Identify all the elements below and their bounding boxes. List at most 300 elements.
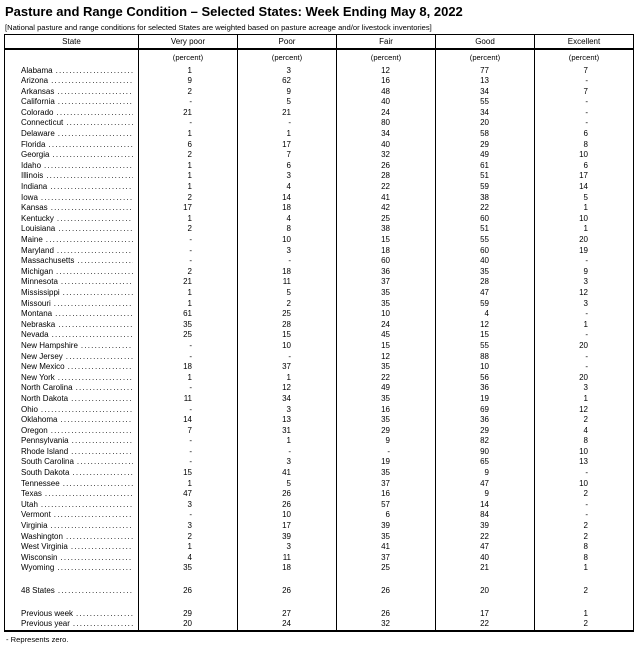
table-row (5, 457, 634, 468)
value-cell: 35 (139, 563, 238, 574)
dot-leader (56, 108, 133, 119)
state-cell (5, 140, 139, 151)
value-cell: - (139, 352, 238, 363)
value-cell: 9 (436, 489, 535, 500)
state-label: New Jersey (21, 351, 63, 361)
value-cell: 36 (436, 383, 535, 394)
dot-leader (77, 457, 133, 468)
state-label: Alabama (21, 65, 53, 75)
value-cell: 19 (337, 457, 436, 468)
dot-leader (51, 426, 133, 437)
value-cell: - (139, 436, 238, 447)
table-row (5, 542, 634, 553)
value-cell: - (238, 118, 337, 129)
value-cell: 22 (436, 619, 535, 631)
value-cell: - (238, 447, 337, 458)
value-cell: - (139, 341, 238, 352)
state-label: Maryland (21, 245, 54, 255)
value-cell: 36 (337, 267, 436, 278)
value-cell: - (238, 256, 337, 267)
state-cell (5, 457, 139, 468)
state-cell (5, 489, 139, 500)
table-row (5, 246, 634, 257)
value-cell: 1 (535, 203, 634, 214)
state-cell (5, 309, 139, 320)
value-cell: 2 (139, 193, 238, 204)
value-cell: 26 (238, 489, 337, 500)
table-row (5, 373, 634, 384)
dot-leader (58, 97, 133, 108)
dot-leader (81, 341, 133, 352)
value-cell: 3 (238, 66, 337, 77)
value-cell: 12 (238, 383, 337, 394)
value-cell: 12 (436, 320, 535, 331)
value-cell: 59 (436, 299, 535, 310)
value-cell: 21 (139, 277, 238, 288)
unit-header: (percent) (337, 49, 436, 66)
table-row (5, 383, 634, 394)
value-cell: 4 (238, 214, 337, 225)
table-row (5, 362, 634, 373)
value-cell: 8 (535, 542, 634, 553)
value-cell: 11 (139, 394, 238, 405)
state-label: Kentucky (21, 213, 54, 223)
value-cell: 25 (139, 330, 238, 341)
spacer-row (5, 597, 634, 609)
column-header-row (5, 35, 634, 49)
value-cell: 29 (139, 609, 238, 620)
dot-leader (66, 352, 133, 363)
table-row (5, 203, 634, 214)
value-cell: 1 (238, 373, 337, 384)
table-row (5, 140, 634, 151)
value-cell: 10 (535, 447, 634, 458)
value-cell: 1 (139, 288, 238, 299)
value-cell: 3 (238, 457, 337, 468)
dot-leader (58, 373, 133, 384)
table-row (5, 500, 634, 511)
dot-leader (58, 224, 133, 235)
state-label: Florida (21, 139, 46, 149)
spacer-cell (535, 597, 634, 609)
dot-leader (48, 140, 133, 151)
spacer-cell (139, 574, 238, 586)
value-cell: 28 (238, 320, 337, 331)
value-cell: 8 (535, 436, 634, 447)
state-cell (5, 256, 139, 267)
state-cell (5, 609, 139, 620)
state-label: Arkansas (21, 86, 55, 96)
state-label: Wyoming (21, 563, 55, 573)
column-header-state: State (5, 35, 139, 49)
value-cell: 40 (436, 553, 535, 564)
table-row (5, 224, 634, 235)
value-cell: 6 (337, 510, 436, 521)
value-cell: 22 (337, 373, 436, 384)
value-cell: - (139, 246, 238, 257)
spacer-cell (238, 597, 337, 609)
value-cell: 55 (436, 97, 535, 108)
state-cell (5, 66, 139, 77)
state-label: Wisconsin (21, 552, 58, 562)
table-row (5, 341, 634, 352)
value-cell: 29 (337, 426, 436, 437)
state-label: Louisiana (21, 224, 56, 234)
dot-leader (55, 309, 133, 320)
unit-header: (percent) (139, 49, 238, 66)
state-cell (5, 542, 139, 553)
state-label: Pennsylvania (21, 436, 69, 446)
value-cell: 61 (139, 309, 238, 320)
table-row (5, 97, 634, 108)
state-cell (5, 288, 139, 299)
state-cell (5, 87, 139, 98)
value-cell: 17 (139, 203, 238, 214)
column-header-excellent: Excellent (535, 35, 634, 49)
state-cell (5, 563, 139, 574)
value-cell: - (535, 500, 634, 511)
table-row (5, 66, 634, 77)
value-cell: 10 (238, 341, 337, 352)
value-cell: 18 (337, 246, 436, 257)
state-cell (5, 246, 139, 257)
table-row (5, 87, 634, 98)
value-cell: 40 (337, 140, 436, 151)
state-cell (5, 97, 139, 108)
value-cell: 40 (436, 256, 535, 267)
table-row (5, 532, 634, 543)
state-label: California (21, 97, 55, 107)
value-cell: 12 (337, 352, 436, 363)
state-label: Maine (21, 235, 43, 244)
value-cell: - (238, 352, 337, 363)
value-cell: 18 (238, 267, 337, 278)
value-cell: 55 (436, 341, 535, 352)
state-label: Colorado (21, 107, 54, 117)
state-cell (5, 76, 139, 87)
value-cell: 1 (139, 214, 238, 225)
value-cell: 35 (337, 468, 436, 479)
value-cell: 3 (238, 171, 337, 182)
value-cell: 84 (436, 510, 535, 521)
table-row (5, 479, 634, 490)
state-label: Georgia (21, 150, 50, 160)
value-cell: 26 (337, 161, 436, 172)
value-cell: - (139, 447, 238, 458)
value-cell: 1 (139, 66, 238, 77)
dot-leader (68, 362, 133, 373)
state-label: New York (21, 372, 55, 382)
state-label: Michigan (21, 266, 54, 276)
value-cell: 29 (436, 140, 535, 151)
state-cell (5, 532, 139, 543)
state-cell (5, 436, 139, 447)
value-cell: 77 (436, 66, 535, 77)
state-cell (5, 415, 139, 426)
value-cell: 32 (337, 619, 436, 631)
value-cell: - (139, 118, 238, 129)
value-cell: 16 (337, 76, 436, 87)
dot-leader (52, 330, 133, 341)
value-cell: 35 (337, 532, 436, 543)
state-label: North Dakota (21, 393, 69, 403)
value-cell: 60 (436, 246, 535, 257)
state-label: 48 States (21, 586, 55, 595)
value-cell: 20 (436, 118, 535, 129)
dot-leader (66, 532, 133, 543)
value-cell: 69 (436, 405, 535, 416)
spacer-cell (238, 574, 337, 586)
value-cell: 8 (535, 553, 634, 564)
value-cell: - (139, 510, 238, 521)
state-cell (5, 619, 139, 631)
value-cell: 2 (535, 415, 634, 426)
unit-header: (percent) (238, 49, 337, 66)
dot-leader (61, 277, 133, 288)
value-cell: 3 (238, 246, 337, 257)
value-cell: 59 (436, 182, 535, 193)
value-cell: 16 (337, 489, 436, 500)
state-cell (5, 352, 139, 363)
state-cell (5, 479, 139, 490)
value-cell: 35 (139, 320, 238, 331)
state-label: South Carolina (21, 457, 74, 467)
value-cell: 20 (436, 586, 535, 597)
value-cell: 8 (238, 224, 337, 235)
dot-leader (76, 609, 133, 620)
dot-leader (45, 489, 133, 500)
dot-leader (63, 288, 133, 299)
state-label: Illinois (21, 171, 44, 181)
value-cell: 17 (436, 609, 535, 620)
unit-header: (percent) (436, 49, 535, 66)
value-cell: 58 (436, 129, 535, 140)
value-cell: 14 (436, 500, 535, 511)
value-cell: 17 (238, 140, 337, 151)
report-subtitle: [National pasture and range conditions for selected States are weighted based on pasture acreage and/or livestock inventories] (5, 23, 432, 32)
value-cell: 1 (238, 129, 337, 140)
value-cell: - (535, 76, 634, 87)
value-cell: 25 (238, 309, 337, 320)
value-cell: 1 (535, 394, 634, 405)
value-cell: 26 (337, 609, 436, 620)
table-row (5, 182, 634, 193)
value-cell: 9 (337, 436, 436, 447)
table-row (5, 288, 634, 299)
value-cell: 10 (238, 235, 337, 246)
value-cell: 88 (436, 352, 535, 363)
value-cell: 34 (337, 129, 436, 140)
spacer-cell (436, 597, 535, 609)
value-cell: 26 (238, 500, 337, 511)
value-cell: 47 (436, 542, 535, 553)
state-cell (5, 510, 139, 521)
table-row (5, 76, 634, 87)
dot-leader (66, 118, 133, 129)
dot-leader (58, 129, 133, 140)
value-cell: 8 (535, 140, 634, 151)
value-cell: 22 (337, 182, 436, 193)
value-cell: 18 (238, 563, 337, 574)
value-cell: 4 (436, 309, 535, 320)
value-cell: 1 (535, 320, 634, 331)
value-cell: 6 (535, 161, 634, 172)
unit-header-empty (5, 49, 139, 66)
state-label: Missouri (21, 298, 51, 308)
value-cell: 35 (337, 288, 436, 299)
value-cell: 29 (436, 426, 535, 437)
dot-leader (57, 246, 133, 257)
state-label: Rhode Island (21, 446, 69, 456)
value-cell: 4 (535, 426, 634, 437)
state-cell (5, 553, 139, 564)
state-label: Montana (21, 309, 53, 319)
value-cell: 7 (535, 87, 634, 98)
spacer-cell (5, 597, 139, 609)
table-row (5, 553, 634, 564)
value-cell: 1 (139, 373, 238, 384)
value-cell: 34 (238, 394, 337, 405)
spacer-cell (5, 574, 139, 586)
dot-leader (56, 66, 133, 77)
value-cell: 5 (535, 193, 634, 204)
value-cell: 35 (337, 394, 436, 405)
value-cell: 55 (436, 235, 535, 246)
value-cell: 26 (139, 586, 238, 597)
value-cell: 2 (139, 224, 238, 235)
dot-leader (41, 193, 133, 204)
value-cell: 3 (139, 521, 238, 532)
state-cell (5, 521, 139, 532)
table-row (5, 510, 634, 521)
state-cell (5, 182, 139, 193)
value-cell: 19 (436, 394, 535, 405)
state-label: New Mexico (21, 362, 65, 372)
value-cell: 62 (238, 76, 337, 87)
dot-leader (71, 394, 133, 405)
value-cell: 22 (436, 532, 535, 543)
spacer-cell (436, 574, 535, 586)
value-cell: 10 (535, 214, 634, 225)
value-cell: 2 (139, 150, 238, 161)
state-label: Iowa (21, 192, 38, 202)
value-cell: - (535, 510, 634, 521)
dot-leader (41, 405, 133, 416)
dot-leader (58, 320, 133, 331)
value-cell: 37 (337, 277, 436, 288)
value-cell: 22 (436, 203, 535, 214)
state-label: Oklahoma (21, 415, 58, 425)
value-cell: - (139, 235, 238, 246)
value-cell: 11 (238, 277, 337, 288)
table-row (5, 309, 634, 320)
state-label: Previous year (21, 619, 70, 629)
value-cell: 26 (238, 586, 337, 597)
table-header (5, 35, 634, 66)
report-title: Pasture and Range Condition – Selected States: Week Ending May 8, 2022 (5, 4, 463, 19)
spacer-cell (337, 574, 436, 586)
table-row (5, 193, 634, 204)
value-cell: 15 (139, 468, 238, 479)
value-cell: 15 (436, 330, 535, 341)
value-cell: 28 (337, 171, 436, 182)
value-cell: 2 (535, 532, 634, 543)
value-cell: 51 (436, 224, 535, 235)
value-cell: 60 (436, 214, 535, 225)
value-cell: 48 (337, 87, 436, 98)
state-label: Arizona (21, 76, 49, 86)
column-header-good: Good (436, 35, 535, 49)
value-cell: 2 (535, 489, 634, 500)
value-cell: 10 (337, 309, 436, 320)
value-cell: - (139, 457, 238, 468)
value-cell: 15 (337, 341, 436, 352)
state-cell (5, 161, 139, 172)
value-cell: 47 (139, 489, 238, 500)
unit-header: (percent) (535, 49, 634, 66)
state-cell (5, 394, 139, 405)
value-cell: 3 (535, 299, 634, 310)
value-cell: 4 (238, 182, 337, 193)
table-row (5, 320, 634, 331)
table-row (5, 150, 634, 161)
value-cell: 6 (535, 129, 634, 140)
dot-leader (58, 586, 133, 597)
state-label: Washington (21, 531, 63, 541)
value-cell: - (139, 97, 238, 108)
value-cell: 17 (238, 521, 337, 532)
value-cell: 12 (535, 405, 634, 416)
value-cell: 41 (238, 468, 337, 479)
value-cell: - (139, 256, 238, 267)
value-cell: 42 (337, 203, 436, 214)
value-cell: 2 (238, 299, 337, 310)
column-header-very-poor: Very poor (139, 35, 238, 49)
dot-leader (54, 510, 133, 521)
state-label: Connecticut (21, 118, 64, 128)
spacer-row (5, 574, 634, 586)
dot-leader (60, 415, 133, 426)
table-row (5, 235, 634, 246)
summary-row (5, 586, 634, 597)
value-cell: 3 (238, 542, 337, 553)
value-cell: 35 (436, 267, 535, 278)
value-cell: - (535, 97, 634, 108)
state-cell (5, 224, 139, 235)
value-cell: 1 (139, 161, 238, 172)
dot-leader (73, 619, 133, 630)
state-label: Texas (21, 489, 42, 499)
table-row (5, 299, 634, 310)
state-cell (5, 299, 139, 310)
value-cell: 20 (535, 235, 634, 246)
value-cell: 15 (238, 330, 337, 341)
value-cell: 9 (238, 87, 337, 98)
state-cell (5, 500, 139, 511)
dot-leader (57, 563, 133, 574)
dot-leader (51, 76, 133, 87)
value-cell: 2 (535, 586, 634, 597)
value-cell: 56 (436, 373, 535, 384)
table-row (5, 129, 634, 140)
table-row (5, 256, 634, 267)
value-cell: 2 (139, 87, 238, 98)
value-cell: - (535, 256, 634, 267)
state-label: South Dakota (21, 468, 70, 478)
state-cell (5, 108, 139, 119)
value-cell: 90 (436, 447, 535, 458)
value-cell: 25 (337, 563, 436, 574)
